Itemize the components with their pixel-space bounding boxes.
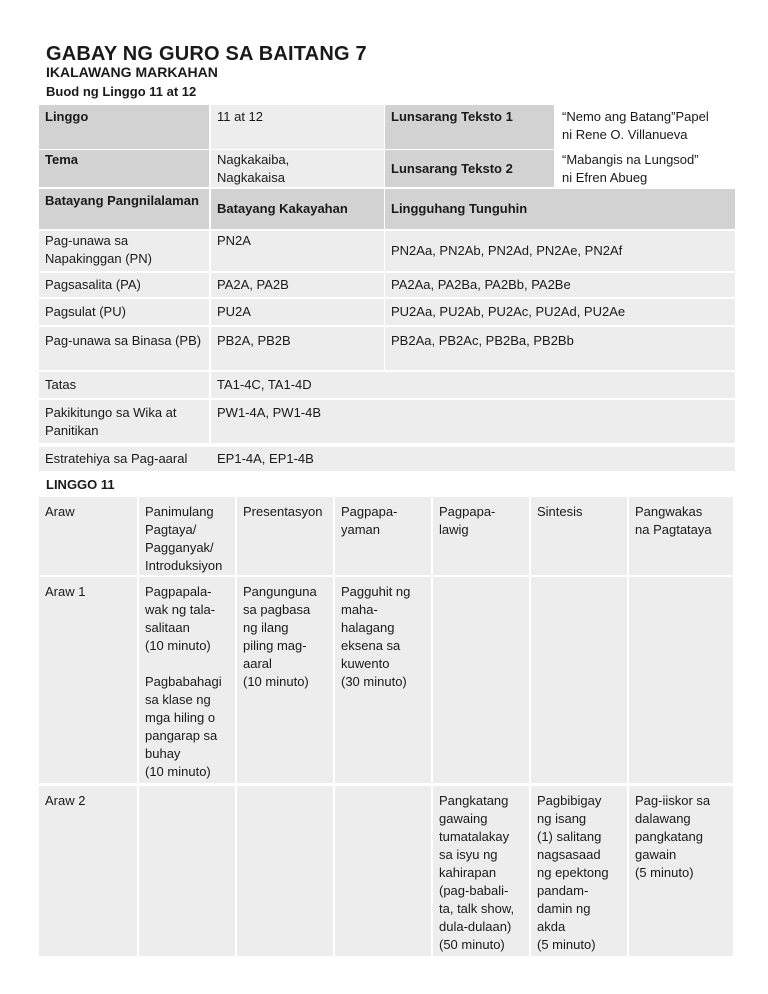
tema-value [211,150,384,187]
tema-line-1: Nagkakaiba, [217,152,290,167]
lunsarang-1-title: “Nemo ang Batang”Papel [562,109,709,124]
table-row-day-label: Araw 2 [39,786,137,956]
competency-tunguhin: PN2Aa, PN2Ab, PN2Ad, PN2Ae, PN2Af [385,231,735,271]
competency-kakayahan: PU2A [211,299,384,325]
week-header-panimulang: Panimulang Pagtaya/ Pagganyak/ Introduksiyon [139,497,235,575]
table-cell [237,786,333,956]
table-cell [629,577,733,783]
competency-area: Pagsasalita (PA) [39,273,209,297]
competency-area: Tatas [39,372,209,398]
week-header-araw: Araw [39,497,137,575]
quarter-subtitle: IKALAWANG MARKAHAN [46,64,218,80]
competency-kakayahan: PW1-4A, PW1-4B [211,400,735,443]
table-cell: Pangkatang gawaing tumatalakay sa isyu ng kahirapan (pag-babali- ta, talk show, dula-dulaan) (50 minuto) [433,786,529,956]
lunsarang-2-label: Lunsarang Teksto 2 [385,150,554,187]
lunsarang-1-label: Lunsarang Teksto 1 [385,105,554,149]
linggo-label: Linggo [39,105,209,149]
week-summary-heading: Buod ng Linggo 11 at 12 [46,84,197,99]
competency-kakayahan: EP1-4A, EP1-4B [217,451,314,466]
table-cell: Pagpapala- wak ng tala- salitaan (10 minuto) Pagbabahagi sa klase ng mga hiling o pangarap sa buhay (10 minuto) [139,577,235,783]
table-cell: Pag-iiskor sa dalawang pangkatang gawain (5 minuto) [629,786,733,956]
linggo-value: 11 at 12 [211,105,384,149]
competency-kakayahan: PB2A, PB2B [211,327,384,370]
header-batayang-kakayahan: Batayang Kakayahan [211,189,384,229]
table-cell [531,577,627,783]
competency-row-estratehiya [39,447,735,471]
competency-tunguhin: PB2Aa, PB2Ac, PB2Ba, PB2Bb [385,327,735,370]
competency-area: Pagsulat (PU) [39,299,209,325]
table-cell: Pangunguna sa pagbasa ng ilang piling mag- aaral (10 minuto) [237,577,333,783]
competency-tunguhin: PU2Aa, PU2Ab, PU2Ac, PU2Ad, PU2Ae [385,299,735,325]
competency-area: Estratehiya sa Pag-aaral [45,451,188,466]
competency-kakayahan: PN2A [211,231,384,271]
table-cell [433,577,529,783]
lunsarang-2-author: ni Efren Abueg [562,170,648,185]
table-cell [335,786,431,956]
competency-tunguhin: PA2Aa, PA2Ba, PA2Bb, PA2Be [385,273,735,297]
table-row-day-label: Araw 1 [39,577,137,783]
week-header-pagpapayaman: Pagpapa- yaman [335,497,431,575]
page-title: GABAY NG GURO SA BAITANG 7 [46,43,367,65]
table-cell: Pagguhit ng maha- halagang eksena sa kuwento (30 minuto) [335,577,431,783]
competency-area: Pakikitungo sa Wika at Panitikan [39,400,209,443]
table-cell: Pagbibigay ng isang (1) salitang nagsasaad ng epektong pandam- damin ng akda (5 minuto) [531,786,627,956]
competency-area: Pag-unawa sa Binasa (PB) [39,327,209,370]
table-cell [139,786,235,956]
lunsarang-2-title: “Mabangis na Lungsod” [562,152,699,167]
lunsarang-2-value [556,150,735,187]
lunsarang-1-value [556,105,735,149]
competency-kakayahan: TA1-4C, TA1-4D [211,372,735,398]
lunsarang-1-author: ni Rene O. Villanueva [562,127,688,142]
header-lingguhang-tunguhin: Lingguhang Tunguhin [385,189,735,229]
header-batayang-pangnilalaman: Batayang Pangnilalaman [39,189,209,229]
week-header-presentasyon: Presentasyon [237,497,333,575]
week-header-pangwakas: Pangwakas na Pagtataya [629,497,733,575]
tema-line-2: Nagkakaisa [217,170,285,185]
week-title: LINGGO 11 [46,477,115,492]
week-header-pagpapalawig: Pagpapa- lawig [433,497,529,575]
week-header-sintesis: Sintesis [531,497,627,575]
tema-label: Tema [39,150,209,187]
competency-kakayahan: PA2A, PA2B [211,273,384,297]
competency-area: Pag-unawa sa Napakinggan (PN) [39,231,209,271]
